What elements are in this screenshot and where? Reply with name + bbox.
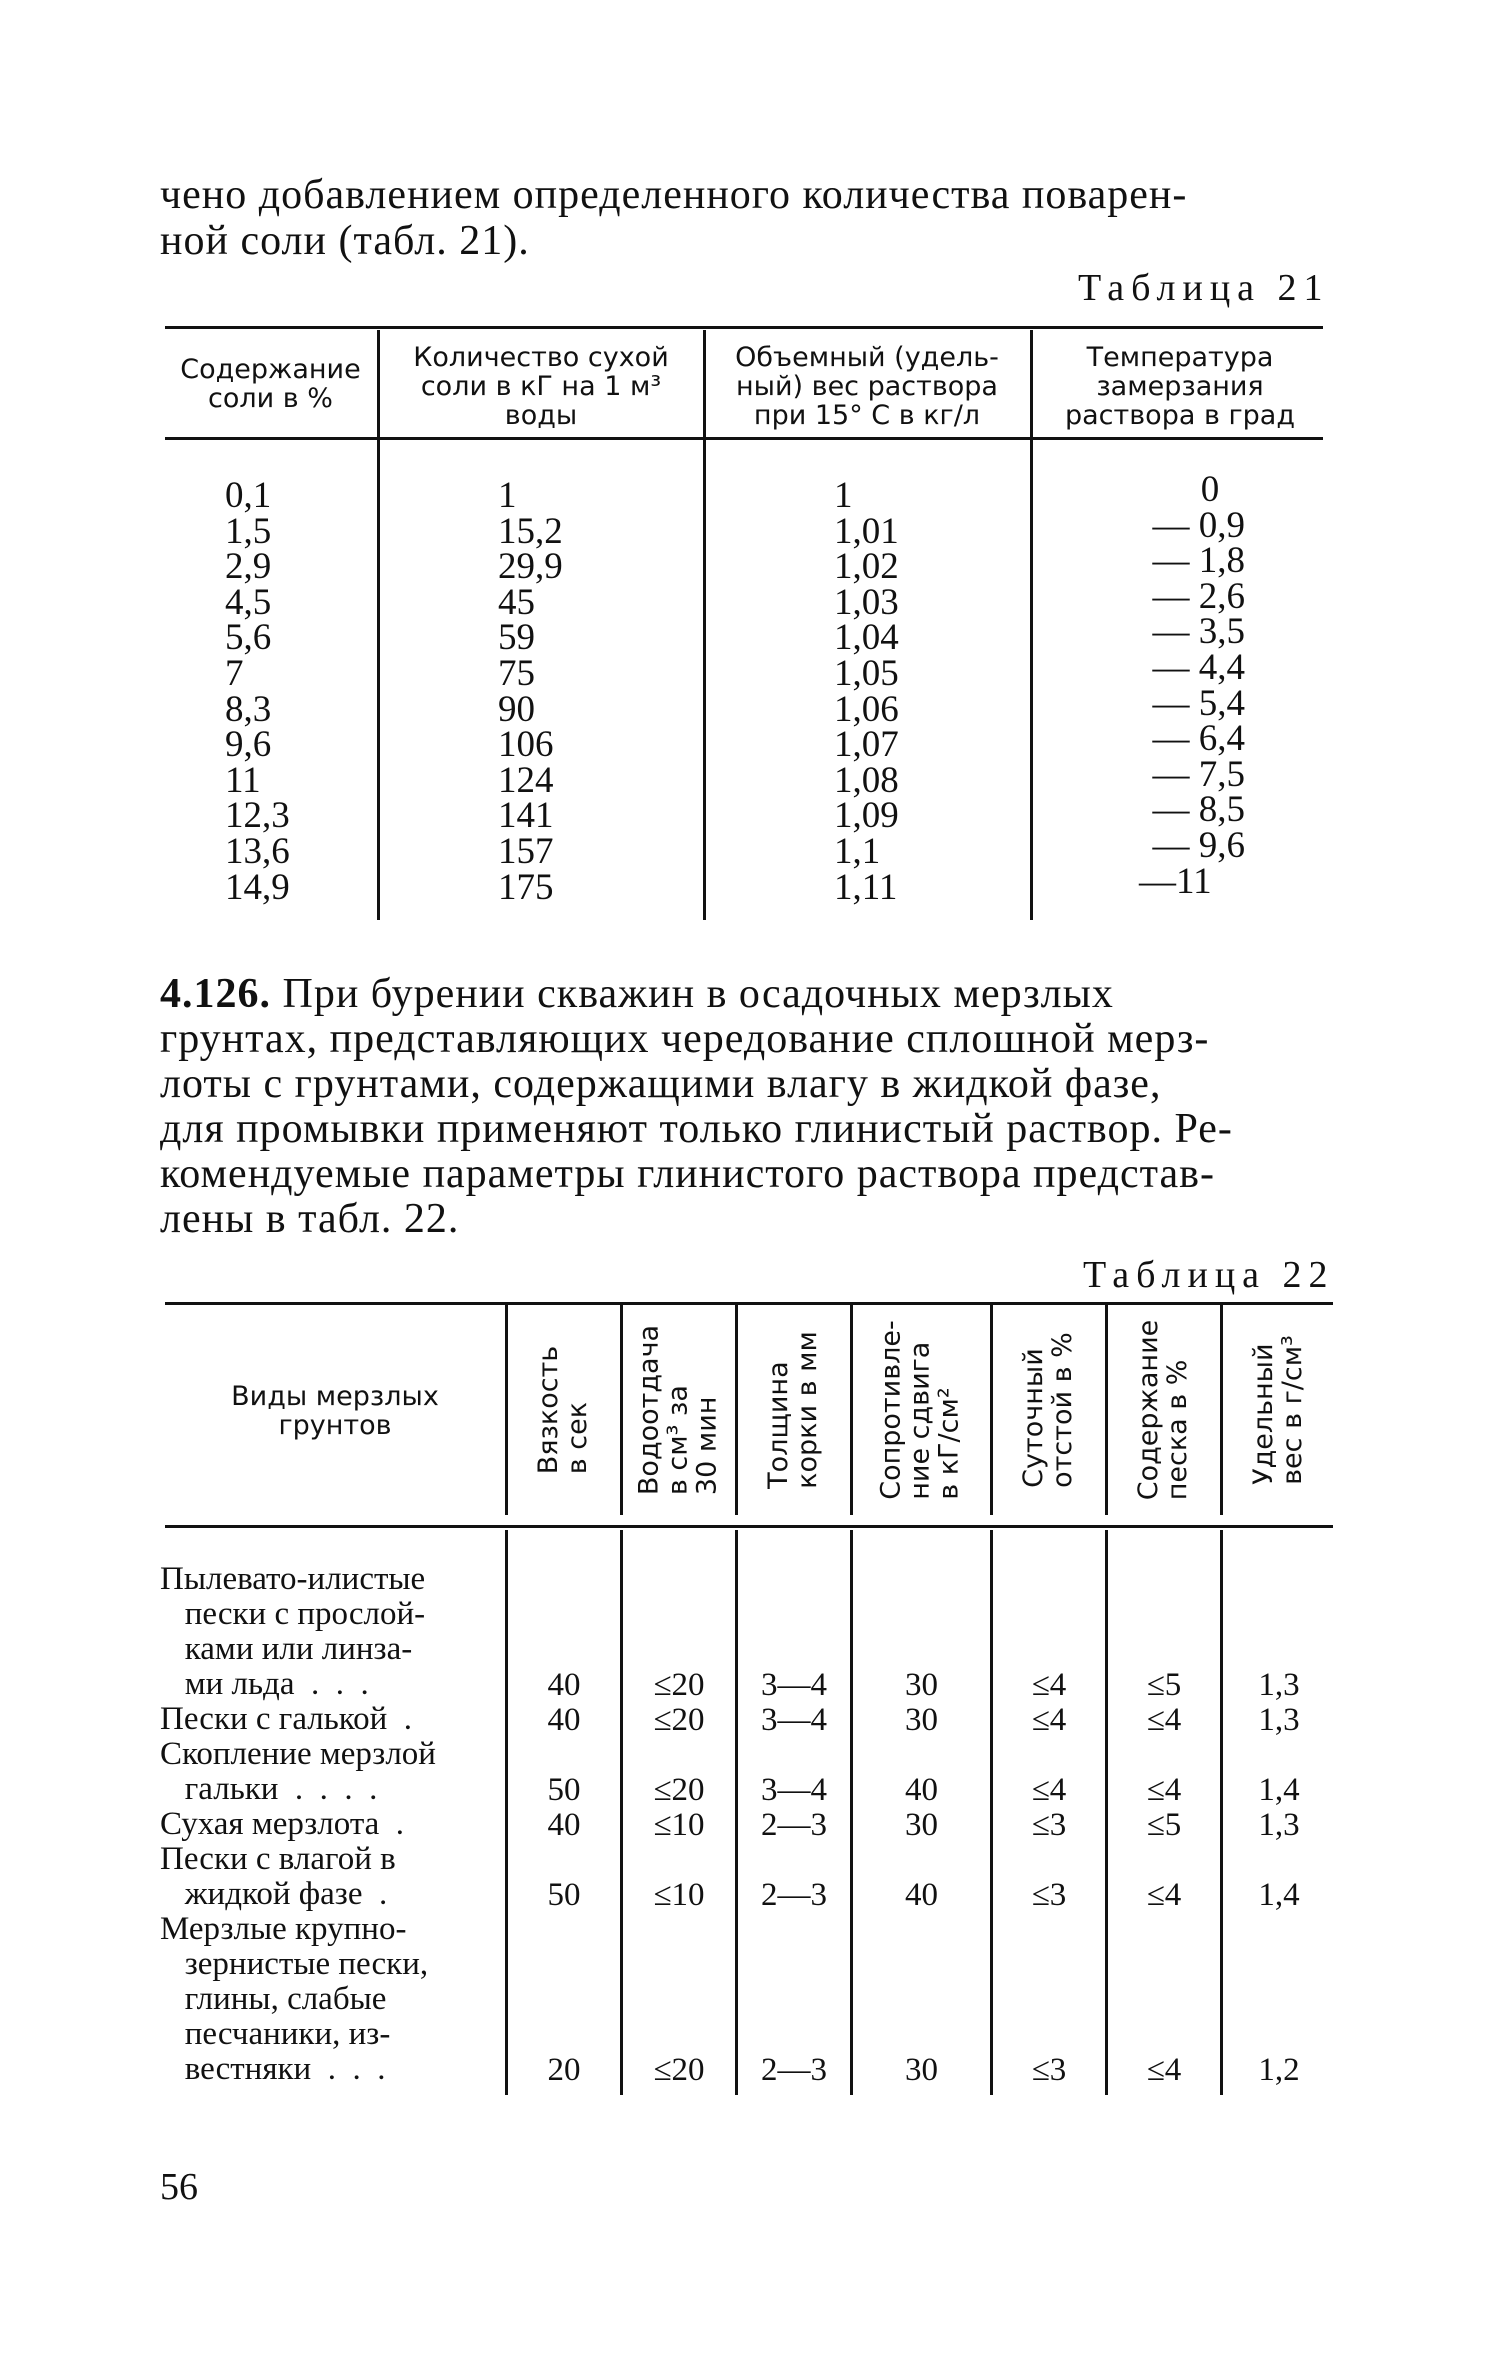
table-21-cell: 5,6 [225,617,272,659]
table-22-cell: 30 [905,2052,938,2088]
table-21-cell: 4,5 [225,581,272,623]
table-22-row-name: Пески с галькой . [160,1701,413,1737]
table-22-cell: ≤5 [1146,1807,1182,1843]
table-21-cell: — 6,4 [1152,718,1245,760]
table-21-header-freezing-temp: Температура замерзания раствора в град [1065,342,1295,431]
table-22-cell: 1,2 [1258,2052,1300,2088]
section-line-4: для промывки применяют только глинистый раствор. Ре- [160,1106,1233,1152]
table-21-cell: — 7,5 [1152,753,1245,795]
table-22-cell: ≤4 [1031,1772,1067,1808]
table-22-cell: 2—3 [761,2052,827,2088]
section-line-3: лоты с грунтами, содержащими влагу в жидкой фазе, [160,1061,1162,1107]
table-22-cell: 2—3 [761,1807,827,1843]
table-21-cell: 15,2 [498,510,563,552]
table-21-cell: 8,3 [225,688,272,730]
table-21-cell: 1,05 [834,652,899,694]
table-22-header-rule [165,1525,1333,1528]
table-21-cell: 106 [498,724,554,766]
table-22-cell: ≤10 [653,1877,705,1913]
table-22-cell: 3—4 [761,1667,827,1703]
table-21-cell: 59 [498,617,535,659]
table-21-header-dry-salt: Количество сухой соли в кГ на 1 м³ воды [413,342,669,431]
table-21-cell: 0 [1200,469,1220,510]
table-22-header-sand-content: Содержание песка в % [1133,1319,1193,1501]
table-22-cell: ≤20 [653,1702,705,1738]
table-22-cell: ≤3 [1031,2052,1067,2088]
table-22-header-shear-resistance: Сопротивле- ние сдвига в кГ/см² [875,1320,965,1500]
table-21-col-divider [1030,330,1033,920]
table-22-header-specific-weight: Удельный вес в г/см³ [1248,1335,1308,1485]
table-21-cell: 1,11 [834,866,898,908]
table-21-cell: 13,6 [225,830,290,872]
table-21-caption: Таблица 21 [1078,267,1330,309]
table-22-cell: 30 [905,1807,938,1843]
table-22-cell: 1,3 [1258,1807,1300,1843]
table-21-cell: — 9,6 [1152,824,1245,866]
table-22-header-viscosity: Вязкость в сек [533,1345,593,1475]
table-22-cell: 1,4 [1258,1772,1300,1808]
table-22-cell: 40 [905,1772,938,1808]
table-21-cell: 124 [498,759,554,801]
table-21-cell: 75 [498,652,535,694]
table-22-cell: ≤3 [1031,1807,1067,1843]
table-21-cell: 29,9 [498,546,563,588]
table-22-cell: 30 [905,1702,938,1738]
table-21-cell: — 1,8 [1152,540,1245,582]
table-22-row-name: Мерзлые крупно- зернистые пески, глины, слабые песчаники, из- вестняки . . . [160,1911,429,2087]
table-21-cell: 1,07 [834,724,899,766]
table-21-cell: — 2,6 [1152,575,1245,617]
table-21-cell: 1,02 [834,546,899,588]
table-22-cell: 30 [905,1667,938,1703]
table-22-cell: ≤4 [1031,1702,1067,1738]
table-22-cell: ≤10 [653,1807,705,1843]
table-21-col-dry-salt [498,475,563,908]
table-21-col-specific-weight [834,475,899,908]
table-22-cell: 40 [547,1807,581,1843]
section-4-126 [160,972,1330,1242]
table-22-cell: ≤4 [1146,2052,1182,2088]
table-21-cell: — 3,5 [1152,611,1245,653]
intro-line-1: чено добавлением определенного количества поварен- [160,172,1188,218]
table-21-cell: 1,09 [834,795,899,837]
table-22-cell: 50 [547,1877,581,1913]
table-22-cell: 3—4 [761,1772,827,1808]
intro-paragraph [160,172,1330,264]
table-21-cell: 45 [498,581,535,623]
table-21-col-freezing-temp [1135,469,1245,902]
table-21-cell: 1 [834,475,853,516]
table-22-header-cake-thickness: Толщина корки в мм [763,1331,823,1489]
table-21-cell: 175 [498,866,554,908]
table-22-header-daily-settling: Суточный отстой в % [1018,1332,1078,1488]
table-21-header-specific-weight: Объемный (удель- ный) вес раствора при 15° С в кг/л [735,342,999,431]
table-22-cell: ≤3 [1031,1877,1067,1913]
table-21-cell: 1,5 [225,510,272,552]
table-22-row-name: Пески с влагой в жидкой фазе . [160,1841,396,1912]
table-22-cell: ≤4 [1146,1772,1182,1808]
table-22-cell: 20 [547,2052,581,2088]
table-22-cell: ≤20 [653,2052,705,2088]
table-22-cell: 40 [905,1877,938,1913]
table-21-cell: — 8,5 [1152,789,1245,831]
table-21-cell: 7 [225,652,244,694]
table-22-top-rule [165,1302,1333,1305]
table-22-cell: ≤20 [653,1772,705,1808]
section-number: 4.126. [160,971,271,1017]
table-22-cell: 40 [547,1702,581,1738]
table-21-cell: 141 [498,795,554,837]
section-line-2: грунтах, представляющих чередование сплошной мерз- [160,1016,1210,1062]
table-21-cell: 2,9 [225,546,272,588]
table-21-col-divider [703,330,706,920]
table-21-cell: — 5,4 [1152,682,1245,724]
table-21-cell: 1,08 [834,759,899,801]
table-22-caption: Таблица 22 [1083,1254,1335,1296]
table-21-cell: 1,1 [834,830,881,872]
table-21-cell: 1,03 [834,581,899,623]
table-21-cell: 90 [498,688,535,730]
table-22-cell: ≤4 [1031,1667,1067,1703]
table-21-cell: —11 [1139,860,1212,902]
table-21-top-rule [165,326,1323,329]
table-22-header-soil-type: Виды мерзлых грунтов [231,1381,439,1441]
table-22-header-water-loss: Водоотдача в см³ за 30 мин [633,1324,723,1496]
table-21-cell: 1,01 [834,510,899,552]
section-line-6: лены в табл. 22. [160,1196,460,1242]
table-21-cell: 14,9 [225,866,290,908]
table-22-cell: ≤4 [1146,1877,1182,1913]
table-22-cell: 2—3 [761,1877,827,1913]
section-line-5: комендуемые параметры глинистого раствора представ- [160,1151,1215,1197]
table-22-row-name: Сухая мерзлота . [160,1806,405,1842]
table-21-cell: 1,06 [834,688,899,730]
table-22-cell: 1,3 [1258,1702,1300,1738]
intro-line-2: ной соли (табл. 21). [160,218,530,264]
table-22-cell: 50 [547,1772,581,1808]
table-22-row-name: Пылевато-илистые пески с прослой- ками или линза- ми льда . . . [160,1561,426,1702]
table-21-header-salt: Содержание соли в % [180,354,361,414]
table-21-col-divider [377,330,380,920]
table-22-cell: 1,4 [1258,1877,1300,1913]
table-21-cell: — 4,4 [1152,646,1245,688]
table-21-cell: 9,6 [225,724,272,766]
table-22-cell: ≤20 [653,1667,705,1703]
table-22-cell: ≤4 [1146,1702,1182,1738]
table-22-cell: 1,3 [1258,1667,1300,1703]
table-21-header-rule [165,437,1323,440]
table-21-cell: 0,1 [225,475,272,516]
table-22-row-name: Скопление мерзлой гальки . . . . [160,1736,436,1807]
table-22-cell: 3—4 [761,1702,827,1738]
table-21-cell: 1 [498,475,517,516]
table-21-cell: 12,3 [225,795,290,837]
table-21-cell: 1,04 [834,617,899,659]
table-21-cell: 157 [498,830,554,872]
table-22-cell: 40 [547,1667,581,1703]
table-22-cell: ≤5 [1146,1667,1182,1703]
section-line-1: 4.126. При бурении скважин в осадочных мерзлых [160,971,1114,1017]
table-21-col-salt-percent [225,475,290,908]
table-21-cell: 11 [225,759,261,801]
page-number: 56 [160,2166,198,2208]
table-21-cell: — 0,9 [1152,504,1245,546]
